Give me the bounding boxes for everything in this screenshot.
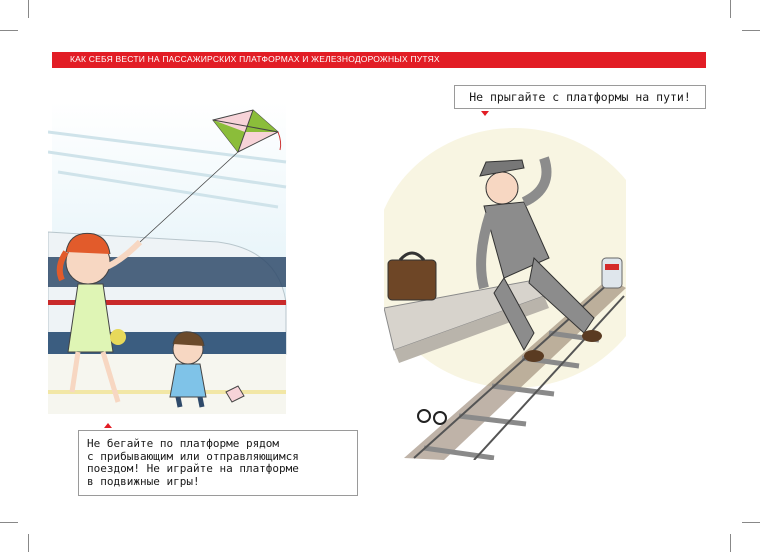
caption-line: в подвижные игры! <box>87 474 200 488</box>
caption-pointer-down <box>481 111 489 116</box>
running-warning-caption <box>78 430 358 496</box>
caption-line: с прибывающим или отправляющимся <box>87 449 299 463</box>
crop-mark <box>28 534 29 552</box>
jumping-man-illustration <box>384 118 626 460</box>
header-title: КАК СЕБЯ ВЕСТИ НА ПАССАЖИРСКИХ ПЛАТФОРМАХ И ЖЕЛЕЗНОДОРОЖНЫХ ПУТЯХ <box>70 54 440 64</box>
caption-line: Не бегайте по платформе рядом <box>87 437 280 450</box>
crop-mark <box>742 522 760 523</box>
crop-mark <box>0 30 18 31</box>
kite-illustration <box>48 92 290 414</box>
crop-mark <box>730 0 731 18</box>
crop-mark <box>0 522 18 523</box>
caption-line: поездом! Не играйте на платформе <box>87 462 299 475</box>
crop-mark <box>730 534 731 552</box>
caption-pointer-up <box>104 423 112 428</box>
header-banner <box>52 52 706 68</box>
crop-mark <box>28 0 29 18</box>
crop-mark <box>742 30 760 31</box>
jump-warning-text: Не прыгайте с платформы на пути! <box>469 90 691 104</box>
jump-warning-caption <box>454 85 706 109</box>
